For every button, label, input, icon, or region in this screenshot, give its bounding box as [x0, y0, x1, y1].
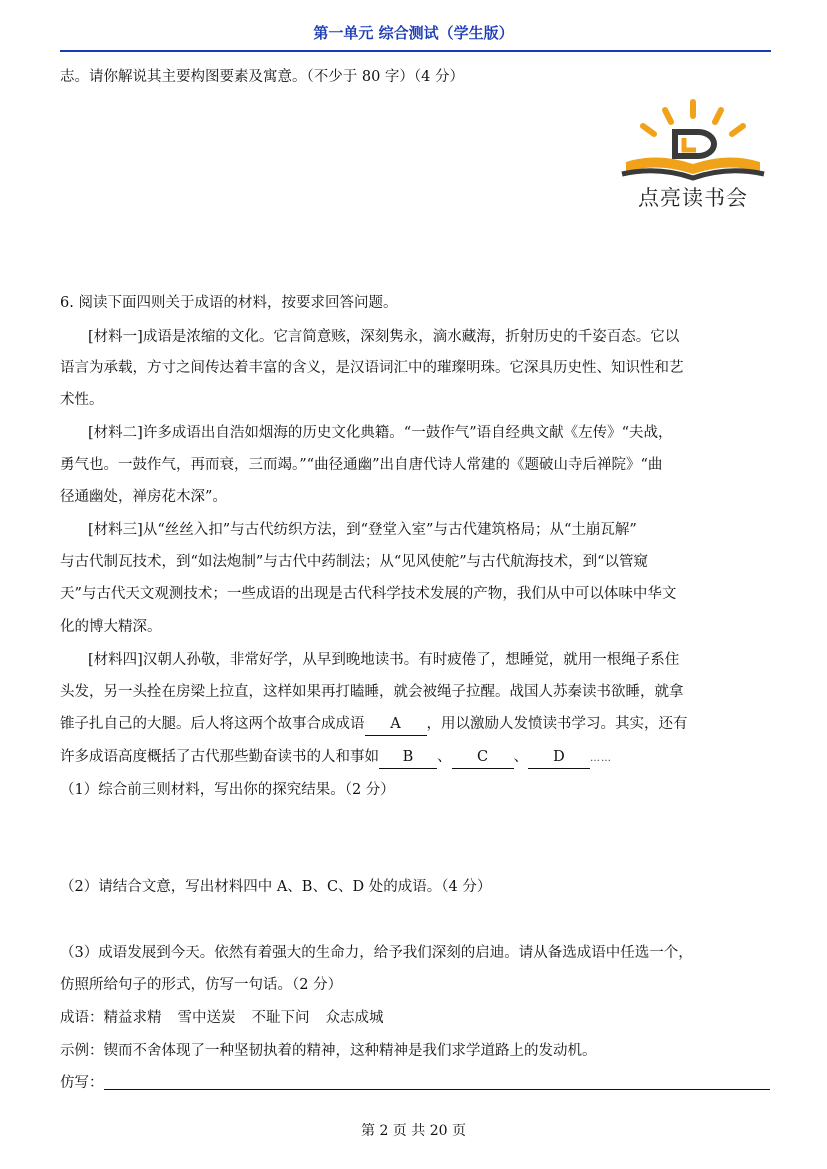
material-1-line-1: [材料一]成语是浓缩的文化。它言简意赅，深刻隽永，滴水藏海，折射历史的千姿百态。它以	[88, 329, 680, 345]
question-title: 6. 阅读下面四则关于成语的材料，按要求回答问题。	[60, 295, 398, 311]
blank-b[interactable]: B	[379, 746, 437, 769]
material-3-line-3: 天”与古代天文观测技术；一些成语的出现是古代科学技术发展的产物，我们从中可以体味中华文	[60, 586, 677, 602]
imitate-label: 仿写：	[60, 1075, 104, 1091]
material-4-line-3	[60, 713, 688, 736]
sub-question-2: （2）请结合文意，写出材料四中 A、B、C、D 处的成语。（4 分）	[60, 879, 492, 895]
blank-d[interactable]: D	[528, 746, 590, 769]
material-2-line-3: 径通幽处，禅房花木深”。	[60, 489, 227, 505]
material-4-line-3-end: ，用以激励人发愤读书学习。其实，还有	[426, 716, 688, 732]
idiom-option: 精益求精	[103, 1010, 162, 1026]
sub-question-3-line-1: （3）成语发展到今天。依然有着强大的生命力，给予我们深刻的启迪。请从备选成语中任选一个，	[60, 945, 693, 961]
idiom-option: 众志成城	[325, 1010, 384, 1026]
material-2-line-2: 勇气也。一鼓作气，再而衰，三而竭。”“曲径通幽”出自唐代诗人常建的《题破山寺后禅院》“曲	[60, 457, 663, 473]
page-footer: 第 2 页 共 20 页	[361, 1123, 466, 1139]
example-sentence: 示例：锲而不舍体现了一种坚韧执着的精神，这种精神是我们求学道路上的发动机。	[60, 1043, 597, 1059]
intro-line: 志。请你解说其主要构图要素及寓意。（不少于 80 字）（4 分）	[60, 69, 465, 85]
material-1-line-3: 术性。	[60, 392, 104, 408]
material-2-line-1: [材料二]许多成语出自浩如烟海的历史文化典籍。“一鼓作气”语自经典文献《左传》“夫战，	[88, 425, 673, 441]
idiom-option: 雪中送炭	[177, 1010, 236, 1026]
header-divider	[60, 50, 771, 52]
material-1-line-2: 语言为承载，方寸之间传达着丰富的含义，是汉语词汇中的璀璨明珠。它深具历史性、知识性和艺	[60, 360, 684, 376]
material-3-line-4: 化的博大精深。	[60, 619, 162, 635]
material-4-line-2: 头发，另一头拴在房梁上拉直，这样如果再打瞌睡，就会被绳子拉醒。战国人苏秦读书欲睡，就拿	[60, 684, 684, 700]
separator-2: 、	[513, 749, 528, 765]
material-3-line-1: [材料三]从“丝丝入扣”与古代纺织方法，到“登堂入室”与古代建筑格局；从“土崩瓦解”	[88, 522, 637, 538]
material-4-line-3-start: 锥子扎自己的大腿。后人将这两个故事合成成语	[60, 716, 365, 732]
page-header-title: 第一单元 综合测试（学生版）	[313, 24, 514, 42]
material-4-line-4-start: 许多成语高度概括了古代那些勤奋读书的人和事如	[60, 749, 379, 765]
sub-question-3-line-2: 仿照所给句子的形式，仿写一句话。（2 分）	[60, 977, 343, 993]
idiom-option: 不耻下问	[251, 1010, 310, 1026]
reading-club-logo	[618, 96, 768, 216]
sub-question-1: （1）综合前三则材料，写出你的探究结果。（2 分）	[60, 782, 395, 798]
book-sun-logo-icon	[618, 96, 768, 186]
logo-text: 点亮读书会	[638, 186, 748, 210]
idioms-label: 成语：	[60, 1010, 104, 1026]
imitate-answer-line[interactable]	[104, 1089, 770, 1090]
ellipsis: ……	[590, 753, 612, 764]
material-3-line-2: 与古代制瓦技术，到“如法炮制”与古代中药制法；从“见风使舵”与古代航海技术，到“以管窥	[60, 554, 649, 570]
material-4-line-4	[60, 746, 612, 770]
blank-a[interactable]: A	[365, 713, 427, 736]
idiom-options	[60, 1007, 384, 1029]
material-4-line-1: [材料四]汉朝人孙敬，非常好学，从早到晚地读书。有时疲倦了，想睡觉，就用一根绳子系住	[88, 652, 680, 668]
blank-c[interactable]: C	[452, 746, 514, 769]
separator-1: 、	[437, 749, 452, 765]
